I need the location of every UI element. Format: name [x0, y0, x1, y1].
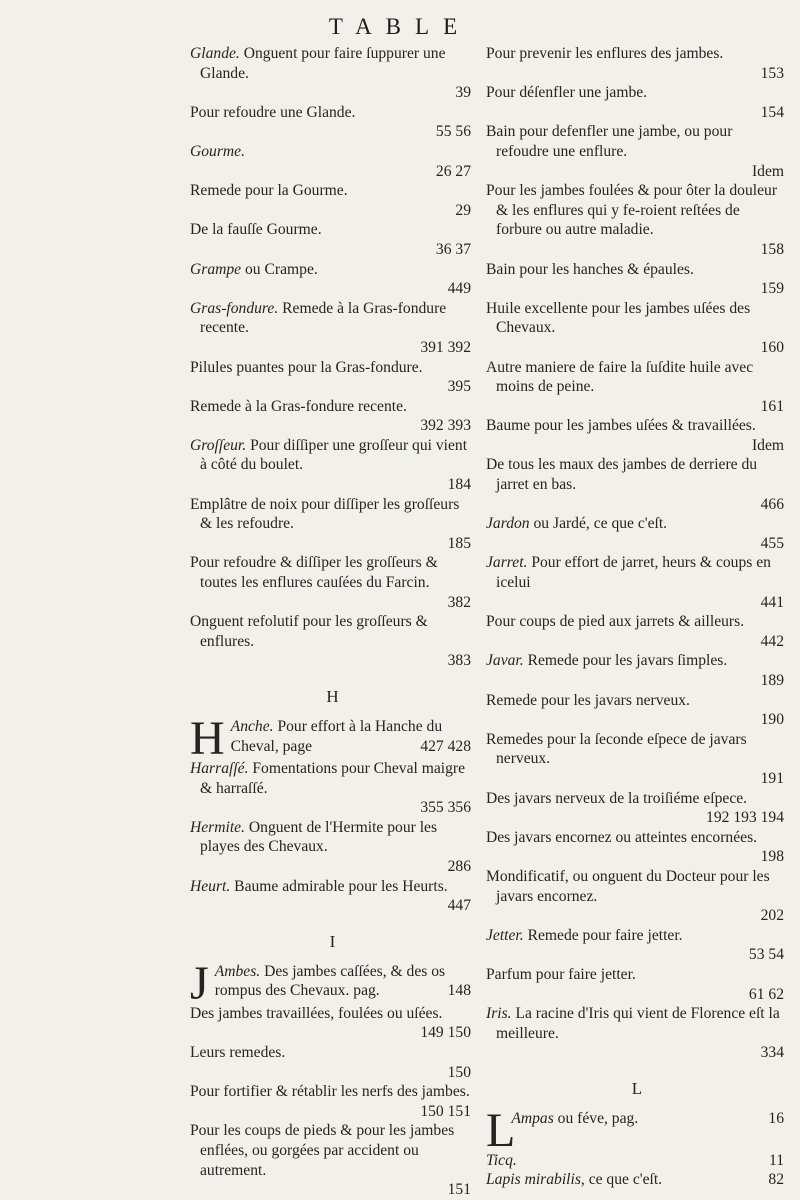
entry-text: Remede pour la Gourme. — [190, 182, 348, 200]
index-entry — [190, 553, 475, 612]
entry-keyword: Hermite. — [190, 818, 245, 836]
index-entry — [486, 1170, 788, 1190]
entry-text: Baume pour les jambes uſées & travaillées. — [486, 417, 756, 435]
entry-page: 455 — [760, 534, 784, 552]
dropcap-j: J — [190, 956, 209, 1010]
entry-text: Pour déſenfler une jambe. — [486, 84, 648, 102]
entry-text: Remede pour faire jetter. — [523, 926, 683, 944]
entry-page: 334 — [760, 1044, 784, 1062]
entry-text: Emplâtre de noix pour diſſiper les groſſeurs & les refoudre. — [190, 495, 460, 533]
entry-page: 29 — [455, 201, 471, 219]
entry-keyword: Ambes. — [214, 962, 261, 980]
entry-text: Des javars nerveux de la troiſiéme eſpece. — [486, 789, 748, 807]
index-column-right — [486, 44, 788, 1190]
entry-page: 11 — [768, 1151, 784, 1169]
section-letter-h: H — [326, 687, 339, 706]
index-entry — [190, 818, 475, 877]
entry-page: 191 — [760, 769, 784, 787]
entry-keyword: Gras-fondure. — [190, 299, 279, 317]
index-entry — [486, 83, 788, 122]
index-entry — [486, 612, 788, 651]
entry-text: La racine d'Iris qui vient de Florence eſt la meilleure. — [496, 1005, 780, 1042]
entry-page: 391 392 — [420, 338, 471, 356]
entry-page: 151 — [447, 1181, 471, 1199]
index-entry — [190, 495, 475, 554]
entry-keyword: Groſſeur. — [190, 436, 247, 454]
entry-text: Remede à la Gras-fondure recente. — [200, 299, 447, 337]
index-entry — [486, 416, 788, 455]
index-entry — [486, 651, 788, 690]
entry-text: Des jambes caſſées, & des os rompus des Chevaux. pag. — [214, 962, 446, 1000]
index-entry — [486, 514, 788, 553]
entry-page: 26 27 — [435, 162, 471, 180]
entry-page: 395 — [447, 378, 471, 396]
index-entry — [486, 553, 788, 612]
entry-text: Pour diſſiper une groſſeur qui vient à côté du boulet. — [200, 436, 468, 474]
entry-text: Pour effort de jarret, heurs & coups en icelui — [496, 554, 771, 592]
entry-page: 16 — [768, 1109, 784, 1127]
index-entry — [190, 1121, 475, 1199]
entry-text: Pilules puantes pour la Gras-fondure. — [190, 358, 423, 376]
entry-page: 53 54 — [748, 946, 784, 964]
index-entry — [486, 867, 788, 926]
index-entry — [486, 358, 788, 417]
index-entry — [190, 436, 475, 495]
index-entry — [190, 358, 475, 397]
entry-text: Parfum pour faire jetter. — [486, 965, 636, 983]
entry-page: 154 — [760, 103, 784, 121]
entry-text: De la fauſſe Gourme. — [190, 221, 322, 239]
index-entry — [190, 103, 475, 142]
index-entry — [486, 828, 788, 867]
entry-text: Des javars encornez ou atteintes encornées. — [486, 828, 758, 846]
entry-keyword: Iris. — [486, 1005, 512, 1023]
entry-page: 355 356 — [420, 799, 471, 817]
entry-text: Pour fortifier & rétablir les nerfs des jambes. — [190, 1083, 470, 1101]
entry-page: 442 — [760, 632, 784, 650]
index-entry — [486, 691, 788, 730]
index-entry — [486, 455, 788, 514]
entry-keyword: Ampas — [511, 1109, 554, 1127]
section-i-entries — [190, 1004, 475, 1200]
index-entry — [486, 181, 788, 259]
entry-page: 441 — [760, 593, 784, 611]
entry-text: Huile excellente pour les jambes uſées des Chevaux. — [486, 299, 751, 337]
entry-keyword: Grampe — [190, 260, 242, 278]
index-column-left — [190, 44, 475, 1200]
index-entry — [190, 220, 475, 259]
entry-page: Idem — [751, 162, 784, 180]
entry-text: Bain pour les hanches & épaules. — [486, 260, 694, 278]
entry-page: 466 — [760, 495, 784, 513]
index-entry — [486, 44, 788, 83]
index-entry — [190, 397, 475, 436]
entry-text: Leurs remedes. — [190, 1043, 286, 1061]
entry-text: Remedes pour la ſeconde eſpece de javars nerveux. — [486, 730, 747, 768]
index-entry — [190, 1043, 475, 1082]
entry-keyword: Gourme. — [190, 142, 246, 160]
section-l-entries — [486, 1103, 788, 1190]
entry-page: 82 — [768, 1171, 784, 1189]
entry-text: Mondificatif, ou onguent du Docteur pour les javars encornez. — [486, 867, 770, 905]
entry-text: Fomentations pour Cheval maigre & harraſſé. — [200, 760, 466, 797]
entry-text: Pour les coups de pieds & pour les jambes enflées, ou gorgées par accident ou autrement. — [190, 1122, 455, 1179]
dropcap-l: L — [486, 1103, 516, 1157]
entry-page: 198 — [760, 848, 784, 866]
dropcap-h: H — [190, 712, 225, 765]
entry-page: 202 — [760, 907, 784, 925]
entry-page: 61 62 — [748, 985, 784, 1003]
entry-page: 150 151 — [420, 1102, 471, 1120]
entry-page: Idem — [751, 436, 784, 454]
index-entry — [486, 299, 788, 358]
entry-page: 449 — [447, 280, 471, 298]
entry-page: 160 — [760, 338, 784, 356]
entry-text: Pour refoudre & diſſiper les groſſeurs & toutes les enflures cauſées du Farcin. — [190, 554, 438, 592]
entry-page: 158 — [760, 240, 784, 258]
entry-keyword: Jetter. — [486, 926, 524, 944]
entry-page: 184 — [447, 476, 471, 494]
entry-text: Autre maniere de faire la ſuſdite huile avec moins de peine. — [486, 358, 754, 396]
entry-page: 447 — [447, 897, 471, 915]
entry-text: Pour les jambes foulées & pour ôter la douleur & les enflures qui y fe-roient reſtées de forbure ou autre maladie. — [486, 182, 778, 239]
entry-page: 427 428 — [420, 737, 471, 755]
entry-keyword: Anche. — [230, 718, 274, 735]
entry-page: 36 37 — [435, 240, 471, 258]
index-entry — [190, 877, 475, 916]
index-entry — [190, 1004, 475, 1043]
entry-text: Des jambes travaillées, foulées ou uſées. — [190, 1004, 443, 1022]
section-h-entries — [190, 759, 475, 916]
page-header: TABLE — [328, 14, 472, 39]
entry-page: 161 — [760, 397, 784, 415]
entry-page: 159 — [760, 280, 784, 298]
entry-page: 153 — [760, 64, 784, 82]
index-entry — [190, 612, 475, 671]
index-entry — [486, 122, 788, 181]
entry-text: Onguent refolutif pour les groſſeurs & enflures. — [190, 613, 428, 650]
entry-keyword: Heurt. — [190, 877, 231, 895]
section-g-entries — [190, 44, 475, 671]
section-right-entries — [486, 44, 788, 1063]
entry-text: Pour prevenir les enflures des jambes. — [486, 45, 724, 62]
entry-keyword: Harraſſé. — [190, 760, 249, 777]
entry-text: Remede à la Gras-fondure recente. — [190, 397, 407, 415]
entry-text: Remede pour les javars ſimples. — [523, 652, 728, 670]
entry-page: 55 56 — [435, 123, 471, 141]
index-entry — [190, 44, 475, 103]
index-entry — [486, 1004, 788, 1063]
entry-text: Pour refoudre une Glande. — [190, 103, 356, 121]
index-entry — [486, 926, 788, 965]
entry-text: ou Crampe. — [241, 260, 318, 278]
index-entry — [190, 759, 475, 818]
entry-page: 150 — [447, 1063, 471, 1081]
index-entry — [486, 730, 788, 789]
index-entry — [486, 965, 788, 1004]
entry-text: ou féve, pag. — [553, 1109, 639, 1127]
entry-text: De tous les maux des jambes de derriere du jarret en bas. — [486, 456, 758, 494]
section-letter-l: L — [631, 1078, 643, 1098]
entry-text: Pour effort à la Hanche du Cheval, page — [230, 718, 443, 755]
index-entry — [190, 181, 475, 220]
index-entry — [486, 260, 788, 299]
entry-page: 148 — [447, 982, 471, 1000]
index-entry — [486, 1151, 788, 1171]
entry-page: 192 193 194 — [706, 809, 784, 827]
entry-keyword: Jardon — [486, 515, 530, 533]
entry-text: Remede pour les javars nerveux. — [486, 691, 690, 709]
index-entry — [486, 789, 788, 828]
entry-page: 392 393 — [420, 417, 471, 435]
index-entry — [190, 299, 475, 358]
entry-text: Onguent pour faire ſuppurer une Glande. — [200, 45, 446, 82]
entry-page: 286 — [447, 857, 471, 875]
index-entry — [486, 1103, 788, 1157]
entry-page: 185 — [447, 534, 471, 552]
entry-page: 383 — [447, 652, 471, 670]
index-entry — [486, 1103, 788, 1190]
index-entry — [190, 142, 475, 181]
entry-page: 190 — [760, 711, 784, 729]
entry-text: ou Jardé, ce que c'eſt. — [529, 515, 668, 533]
entry-text: Pour coups de pied aux jarrets & ailleurs. — [486, 613, 745, 631]
entry-keyword: Glande. — [190, 45, 240, 62]
index-entry — [190, 260, 475, 299]
index-entry — [190, 1082, 475, 1121]
entry-keyword: Ticq. — [486, 1151, 517, 1169]
entry-page: 39 — [455, 84, 471, 102]
entry-page: 189 — [760, 672, 784, 689]
index-entry — [190, 712, 475, 765]
entry-text: , ce que c'eſt. — [580, 1171, 663, 1189]
entry-keyword: Javar. — [486, 652, 524, 670]
entry-text: Baume admirable pour les Heurts. — [230, 877, 448, 895]
entry-keyword: Jarret. — [486, 554, 528, 572]
entry-text: Bain pour defenfler une jambe, ou pour refoudre une enflure. — [486, 123, 733, 160]
entry-page: 382 — [447, 593, 471, 611]
index-entry — [190, 956, 475, 1010]
entry-text: Onguent de l'Hermite pour les playes des Chevaux. — [200, 818, 438, 856]
entry-page: 149 150 — [420, 1024, 471, 1042]
section-letter-i: I — [329, 931, 336, 951]
entry-keyword: Lapis mirabilis — [486, 1171, 581, 1189]
